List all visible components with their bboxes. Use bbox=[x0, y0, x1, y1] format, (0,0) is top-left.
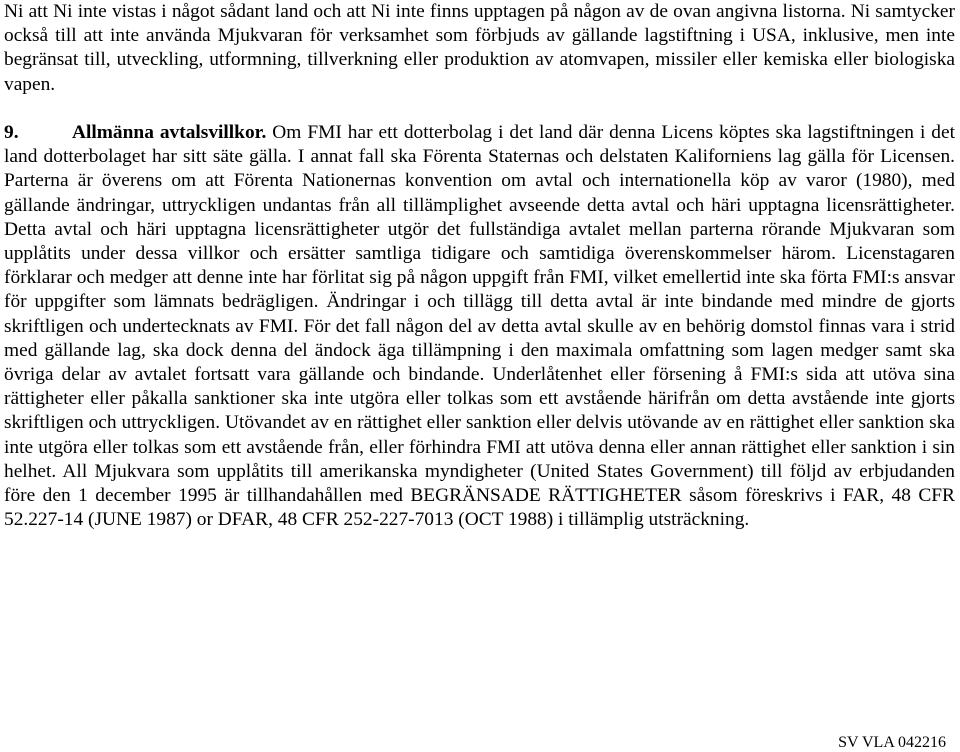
section-title: Allmänna avtalsvillkor. bbox=[72, 122, 267, 143]
intro-paragraph: Ni att Ni inte vistas i något sådant land och att Ni inte finns upptagen på någon av de ovan angivna listorna. Ni samtycker också till att inte använda Mjukvaran för verksamhet som förbjuds av gällande lagstiftning i USA, inklusive, men inte begränsat till, utveckling, utformning, tillverkning eller produktion av atomvapen, missiler eller kemiska eller biologiska vapen. bbox=[4, 1, 955, 95]
section-number: 9. bbox=[4, 122, 19, 143]
document-code-footer: SV VLA 042216 bbox=[838, 734, 946, 751]
section-body: Om FMI har ett dotterbolag i det land där denna Licens köptes ska lagstiftningen i det land dotterbolaget har sitt säte gälla. I annat fall ska Förenta Staternas och delstaten Kaliforniens lag gälla för Licensen. Parterna är överens om att Förenta Nationernas konvention om avtal och internationella köp av varor (1980), med gällande ändringar, uttryckligen undantas från all tillämplighet avseende detta avtal och häri upptagna licensrättigheter. Detta avtal och häri upptagna licensrättigheter utgör det fullständiga avtalet mellan parterna rörande Mjukvaran som upplåtits under dessa villkor och ersätter samtliga tidigare och samtidiga överenskommelser härom. Licenstagaren förklarar och medger att denne inte har förlitat sig på någon uppgift från FMI, vilket emellertid inte ska förta FMI:s ansvar för uppgifter som lämnats bedrägligen. Ändringar i och tillägg till detta avtal är inte bindande med mindre de gjorts skriftligen och undertecknats av FMI. För det fall någon del av detta avtal skulle av en behörig domstol finnas vara i strid med gällande lag, ska dock denna del ändock äga tillämpning i den maximala omfattning som lagen medger samt ska övriga delar av avtalet fortsatt vara gällande och bindande. Underlåtenhet eller försening å FMI:s sida att utöva sina rättigheter eller påkalla sanktioner ska inte utgöra eller tolkas som ett avstående härifrån om detta avstående inte gjorts skriftligen och uttryckligen. Utövandet av en rättighet eller sanktion eller delvis utövande av en rättighet eller sanktion ska inte utgöra eller tolkas som ett avstående från, eller förhindra FMI att utöva denna eller annan rättighet eller sanktion i sin helhet. All Mjukvara som upplåtits till amerikanska myndigheter (United States Government) till följd av erbjudanden före den 1 december 1995 är tillhandahållen med BEGRÄNSADE RÄTTIGHETER såsom föreskrivs i FAR, 48 CFR 52.227-14 (JUNE 1987) or DFAR, 48 CFR 252-227-7013 (OCT 1988) i tillämplig utsträckning. bbox=[4, 122, 955, 531]
document-page bbox=[4, 0, 955, 532]
section-9-paragraph bbox=[4, 121, 955, 532]
